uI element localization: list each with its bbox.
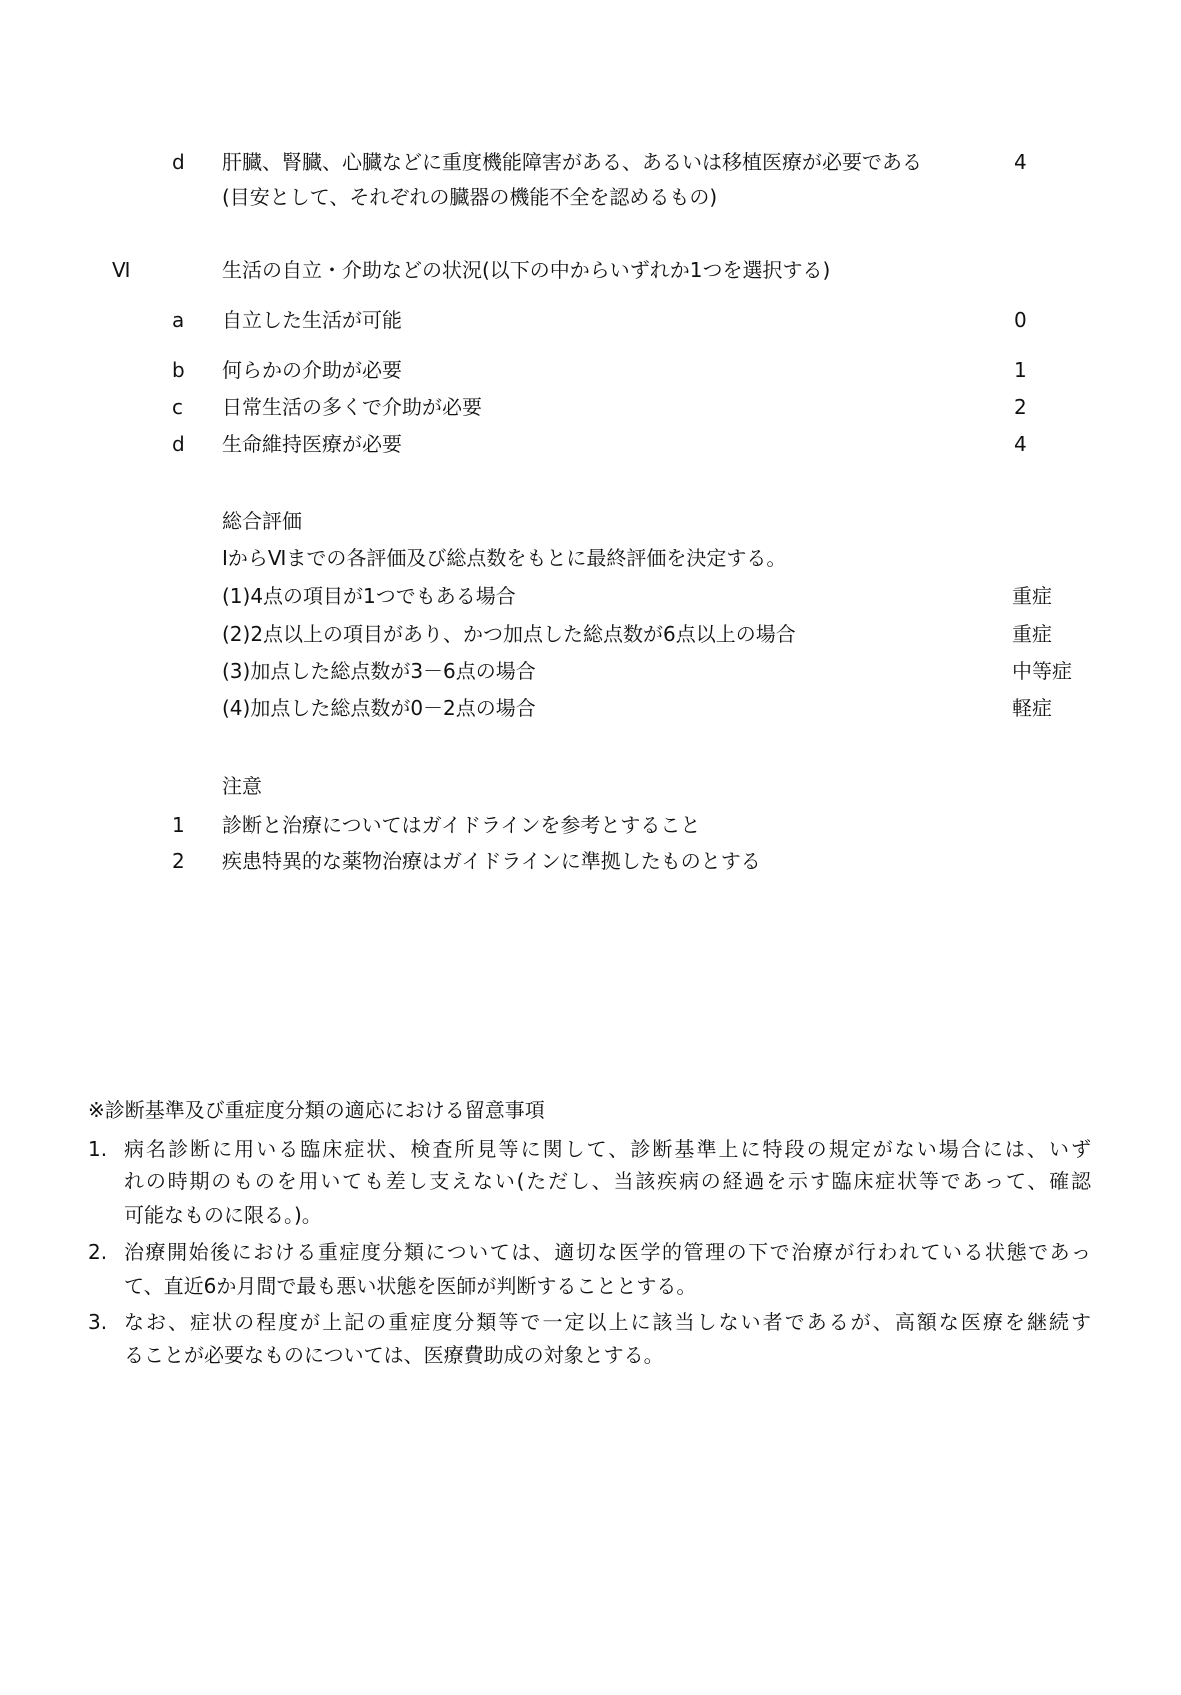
note-line: れの時期のものを用いても差し支えない(ただし、当該疾病の経過を示す臨床症状等であって、確認 xyxy=(124,1169,1091,1193)
overall-heading: 総合評価 xyxy=(222,509,302,533)
rule-grade: 重症 xyxy=(1012,584,1052,608)
item-label: d xyxy=(172,432,185,456)
note-line: なお、症状の程度が上記の重症度分類等で一定以上に該当しない者であるが、高額な医療を継続す xyxy=(124,1310,1091,1334)
rule-text: (1)4点の項目が1つでもある場合 xyxy=(222,584,516,608)
item-text: 肝臓、腎臓、心臓などに重度機能障害がある、あるいは移植医療が必要である xyxy=(222,150,922,174)
caution-text: 疾患特異的な薬物治療はガイドラインに準拠したものとする xyxy=(222,849,761,873)
item-label: c xyxy=(172,395,183,419)
item-score: 0 xyxy=(1014,308,1027,332)
item-text: 何らかの介助が必要 xyxy=(222,358,402,382)
note-line: て、直近6か月間で最も悪い状態を医師が判断することとする。 xyxy=(124,1274,697,1298)
caution-num: 1 xyxy=(172,813,185,837)
notes-heading: ※診断基準及び重症度分類の適応における留意事項 xyxy=(88,1098,545,1122)
rule-text: (3)加点した総点数が3－6点の場合 xyxy=(222,659,536,683)
note-line: 病名診断に用いる臨床症状、検査所見等に関して、診断基準上に特段の規定がない場合には、いず xyxy=(124,1137,1091,1161)
section-numeral: Ⅵ xyxy=(112,258,131,282)
item-text: 生命維持医療が必要 xyxy=(222,432,402,456)
item-text: 自立した生活が可能 xyxy=(222,308,402,332)
section-title: 生活の自立・介助などの状況(以下の中からいずれか1つを選択する) xyxy=(222,258,831,282)
item-score: 2 xyxy=(1014,395,1027,419)
rule-text: (2)2点以上の項目があり、かつ加点した総点数が6点以上の場合 xyxy=(222,622,796,646)
caution-heading: 注意 xyxy=(222,774,262,798)
item-score: 4 xyxy=(1014,432,1027,456)
item-score: 1 xyxy=(1014,358,1027,382)
rule-grade: 重症 xyxy=(1012,622,1052,646)
note-line: ることが必要なものについては、医療費助成の対象とする。 xyxy=(124,1343,664,1367)
note-num: 3. xyxy=(88,1310,108,1334)
item-score: 4 xyxy=(1014,150,1027,174)
note-num: 1. xyxy=(88,1137,108,1161)
overall-intro: ⅠからⅥまでの各評価及び総点数をもとに最終評価を決定する。 xyxy=(222,546,787,570)
rule-grade: 中等症 xyxy=(1012,659,1072,683)
item-label: a xyxy=(172,308,185,332)
note-line: 治療開始後における重症度分類については、適切な医学的管理の下で治療が行われている状態であっ xyxy=(124,1240,1091,1264)
rule-grade: 軽症 xyxy=(1012,696,1052,720)
rule-text: (4)加点した総点数が0－2点の場合 xyxy=(222,696,536,720)
item-label: b xyxy=(172,358,185,382)
caution-num: 2 xyxy=(172,849,185,873)
item-note: (目安として、それぞれの臓器の機能不全を認めるもの) xyxy=(222,185,718,209)
note-num: 2. xyxy=(88,1240,108,1264)
note-line: 可能なものに限る。)。 xyxy=(124,1203,322,1227)
item-label: d xyxy=(172,150,185,174)
item-text: 日常生活の多くで介助が必要 xyxy=(222,395,482,419)
caution-text: 診断と治療についてはガイドラインを参考とすること xyxy=(222,813,701,837)
